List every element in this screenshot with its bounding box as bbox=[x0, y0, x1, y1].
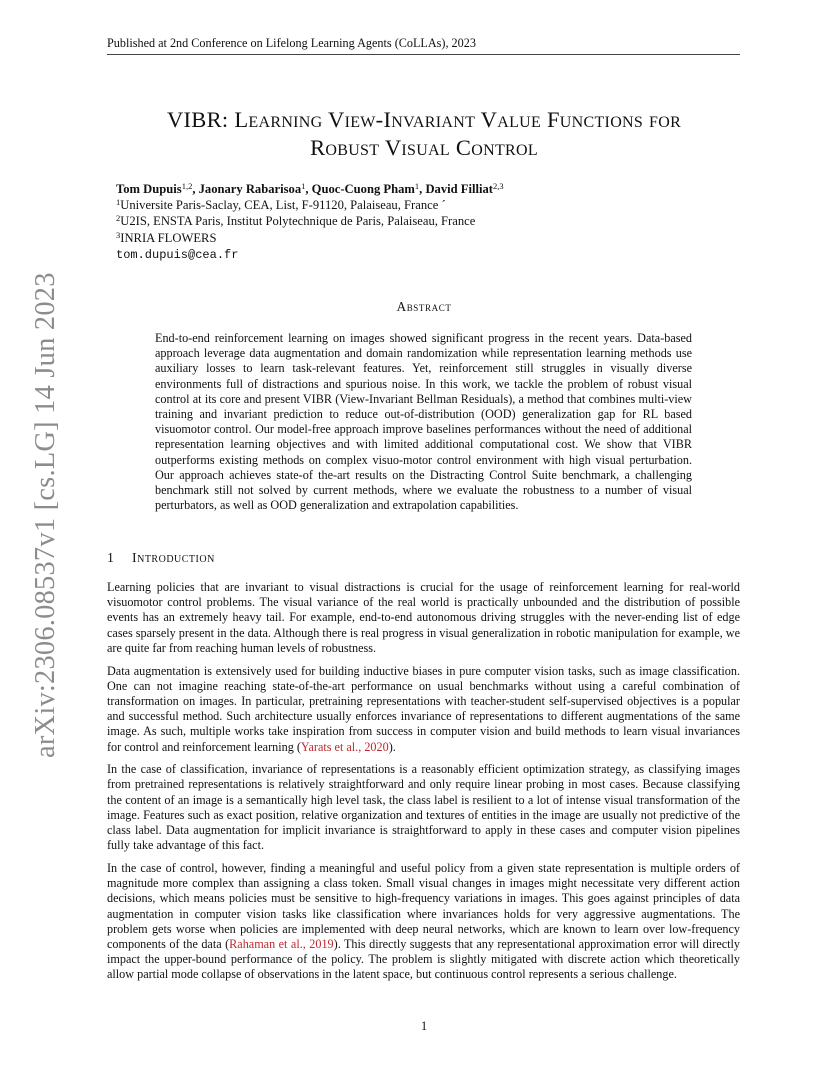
author-separator: , bbox=[305, 182, 312, 196]
author-affiliation-mark: 1 bbox=[301, 181, 306, 191]
author-affiliation-mark: 1,2 bbox=[181, 181, 193, 191]
paragraph-text: Data augmentation is extensively used for building inductive biases in pure computer vision tasks, such as image classification. One can not imagine reaching state-of-the-art performance on usual benchmarks without using a careful combination of transformation on images. In particular, pretraining representations with teacher-student self-supervised objectives is a popular and successful method. Such architecture usually enforces invariance of representations to different augmentations of the same image. As such, multiple works take inspiration from success in computer vision and build methods to learn visual invariances for control and reinforcement learning ( bbox=[107, 663, 740, 754]
page-number: 1 bbox=[420, 1019, 428, 1033]
arxiv-identifier: arXiv:2306.08537v1 [cs.LG] 14 Jun 2023 bbox=[30, 272, 61, 758]
section-number: 1 bbox=[107, 550, 114, 565]
title-line-1: VIBR: Learning View-Invariant Value Functions for bbox=[166, 107, 682, 132]
section-heading bbox=[107, 550, 607, 566]
author-name: Jaonary Rabarisoa bbox=[198, 182, 302, 196]
author-affiliation-mark: 1 bbox=[414, 181, 420, 191]
abstract-text: End-to-end reinforcement learning on images showed significant progress in the recent years. Data-based approach leverage data augmentation and domain randomization while representation learning methods use auxiliary losses to learn task-relevant features. Yet, reinforcement still struggles in visually diverse environments full of distractions and spurious noise. In this work, we tackle the problem of robust visual control at its core and present VIBR (View-Invariant Bellman Residuals), a method that combines multi-view training and invariant prediction to reduce out-of-distribution (OOD) generalization gap for RL based visuomotor control. Our model-free approach improve baselines performances without the need of additional representation learning objectives and with limited additional computational cost. We show that VIBR outperforms existing methods on complex visuo-motor control environment with high visual perturbation. Our approach achieves state-of the-art results on the Distracting Control Suite benchmark, a challenging benchmark still not solved by current methods, where we evaluate the robustness to a number of visual perturbators, as well as OOD generalization and extrapolation capabilities. bbox=[155, 331, 692, 513]
affiliation-text: INRIA FLOWERS bbox=[120, 230, 217, 245]
author-block bbox=[116, 181, 716, 263]
affiliation-2 bbox=[116, 213, 716, 229]
citation-link[interactable]: Yarats et al., 2020 bbox=[300, 739, 389, 754]
title-line-2: Robust Visual Control bbox=[310, 135, 538, 160]
affiliation-text: U2IS, ENSTA Paris, Institut Polytechnique de Paris, Palaiseau, France bbox=[120, 214, 476, 229]
affiliation-1 bbox=[116, 197, 716, 213]
citation-link[interactable]: Rahaman et al., 2019 bbox=[229, 936, 334, 951]
abstract-heading: Abstract bbox=[396, 299, 452, 314]
author-email: tom.dupuis@cea.fr bbox=[116, 247, 239, 262]
author-separator: , bbox=[419, 182, 426, 196]
affiliation-text: Universite Paris-Saclay, CEA, List, F-91120, Palaiseau, France ´ bbox=[120, 198, 446, 213]
author-separator: , bbox=[192, 182, 199, 196]
paragraph bbox=[107, 861, 740, 983]
affiliation-3 bbox=[116, 230, 716, 246]
conference-header: Published at 2nd Conference on Lifelong Learning Agents (CoLLAs), 2023 bbox=[107, 36, 740, 55]
paragraph-text: In the case of control, however, finding a meaningful and useful policy from a given state representation is multiple orders of magnitude more complex than assigning a class token. Small visual changes in images might necessitate very different action decisions, which means policies must be sensitive to high-frequency variations in images. This goes against principles of data augmentation in computer vision tasks like classification where invariances holds for very aggressive augmentations. The problem gets worse when policies are implemented with deep neural networks, which are known to learn over low-frequency components of the data ( bbox=[107, 860, 740, 951]
author-names bbox=[116, 181, 716, 197]
paper-title bbox=[90, 106, 758, 162]
paragraph-text: ). This directly suggests that any representational approximation error will directly impact the upper-bound performance of the policy. The problem is slightly mitigated with discrete action which theoretically allow partial mode collapse of observations in the latent space, but continuous control represents a serious challenge. bbox=[107, 936, 741, 982]
affiliation-mark: 3 bbox=[116, 229, 121, 240]
paragraph-text: ). bbox=[388, 739, 396, 754]
affiliation-mark: 1 bbox=[116, 197, 121, 208]
section-title: Introduction bbox=[132, 550, 215, 565]
affiliation-mark: 2 bbox=[116, 213, 121, 224]
paragraph bbox=[107, 664, 740, 755]
author-name: Quoc-Cuong Pham bbox=[311, 182, 415, 196]
author-name: David Filliat bbox=[425, 182, 493, 196]
author-affiliation-mark: 2,3 bbox=[492, 181, 504, 191]
paragraph: In the case of classification, invariance of representations is a reasonably efficient optimization strategy, as classifying images from pretrained representations is relatively straightforward and only require linear probing in most cases. Because classifying the content of an image is a semantically high level task, the class label is resilient to a lot of intense visual transformation of the image. Features such as exact position, relative organization and textures of entities in the image are usually not predictive of the class label. Data augmentation for implicit invariance is straightforward to apply in these cases and computer vision pipelines fully take advantage of this fact. bbox=[107, 762, 740, 853]
author-name: Tom Dupuis bbox=[116, 182, 182, 196]
introduction-body bbox=[107, 580, 740, 990]
paragraph: Learning policies that are invariant to visual distractions is crucial for the usage of reinforcement learning for real-world visuomotor control problems. The visual variance of the real world is practically unbounded and the distribution of possible events has an extremely heavy tail. For example, end-to-end autonomous driving struggles with the never-ending list of edge cases sparsely present in the data. Although there is real progress in visual generalization in robotic manipulation for example, we are quite far from reaching human levels of robustness. bbox=[107, 580, 740, 655]
